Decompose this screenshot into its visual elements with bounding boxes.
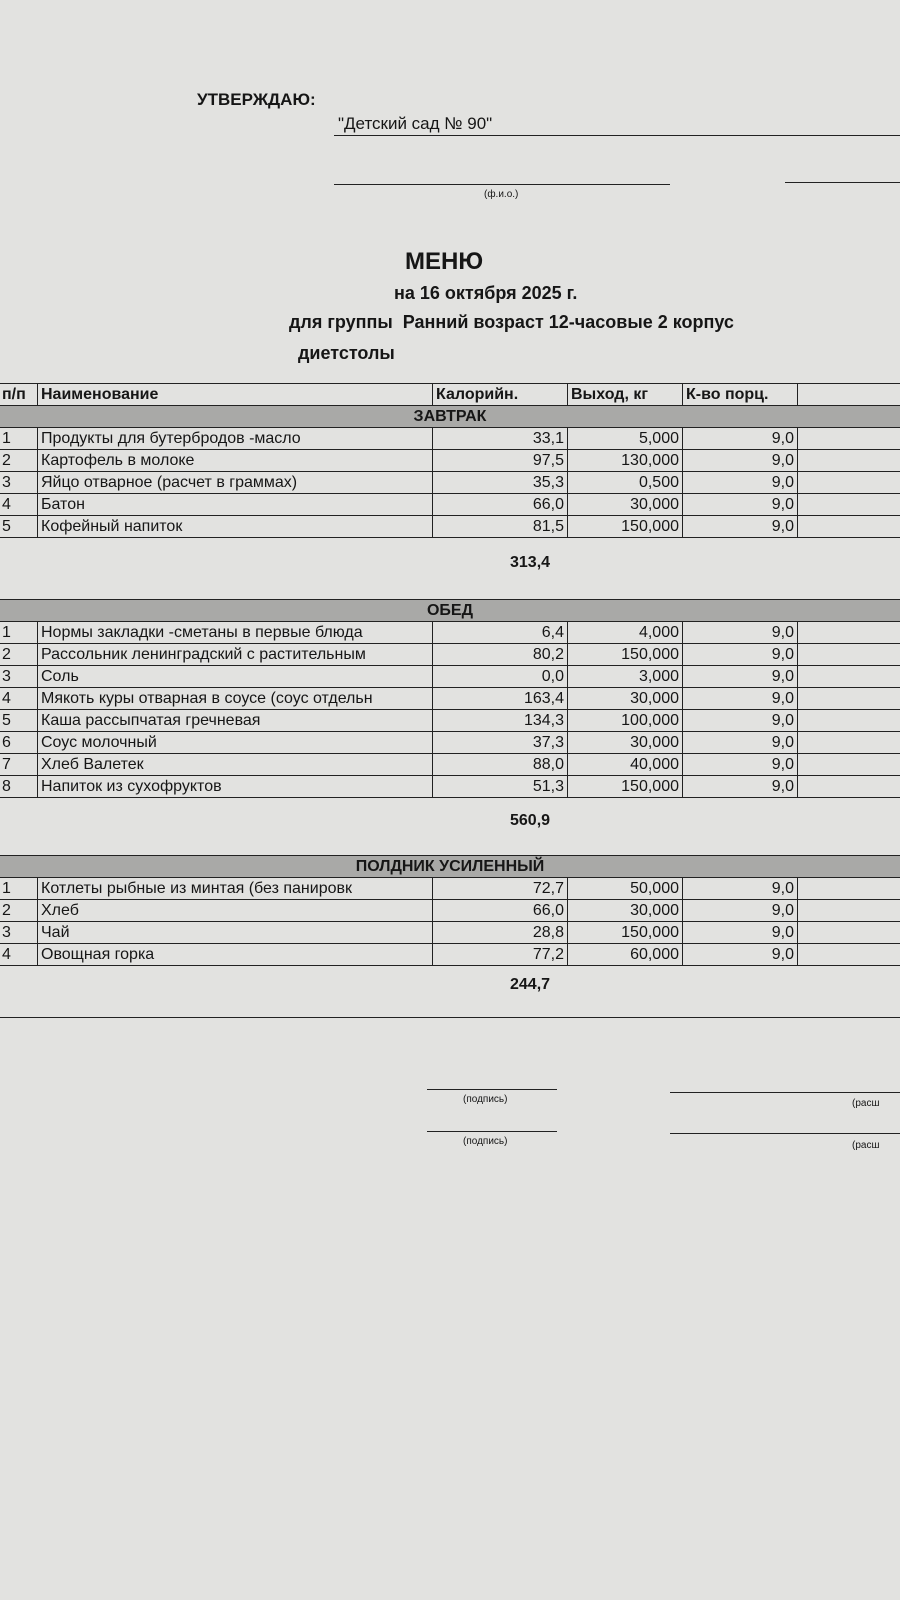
table-header-row — [0, 384, 900, 406]
decode-line-1 — [670, 1092, 900, 1093]
table-row — [0, 878, 900, 900]
table-row — [0, 688, 900, 710]
row-number: 2 — [0, 450, 38, 472]
extra-cell — [798, 494, 900, 516]
table-row — [0, 644, 900, 666]
decode-line-2 — [670, 1133, 900, 1134]
table-row — [0, 944, 900, 966]
item-name: Картофель в молоке — [38, 450, 433, 472]
menu-date: на 16 октября 2025 г. — [394, 283, 578, 303]
organization-underline — [334, 135, 900, 136]
fio-caption: (ф.и.о.) — [484, 189, 519, 200]
extra-cell — [798, 732, 900, 754]
calories: 72,7 — [433, 878, 568, 900]
extra-cell — [798, 776, 900, 798]
row-number: 4 — [0, 944, 38, 966]
calories: 35,3 — [433, 472, 568, 494]
page-title: МЕНЮ — [405, 248, 484, 275]
yield-kg: 60,000 — [568, 944, 683, 966]
signature-line-2 — [427, 1131, 557, 1132]
organization-name: "Детский сад № 90" — [338, 114, 493, 133]
total-snack: 244,7 — [510, 976, 551, 993]
decode-caption-2: (расш — [852, 1140, 880, 1151]
table-row — [0, 516, 900, 538]
table-bottom-rule — [0, 1017, 900, 1018]
calories: 51,3 — [433, 776, 568, 798]
portions: 9,0 — [683, 944, 798, 966]
yield-kg: 40,000 — [568, 754, 683, 776]
yield-kg: 150,000 — [568, 516, 683, 538]
calories: 66,0 — [433, 494, 568, 516]
portions: 9,0 — [683, 472, 798, 494]
extra-cell — [798, 754, 900, 776]
header-portions: К-во порц. — [683, 384, 798, 406]
extra-cell — [798, 688, 900, 710]
portions: 9,0 — [683, 688, 798, 710]
item-name: Соль — [38, 666, 433, 688]
yield-kg: 50,000 — [568, 878, 683, 900]
calories: 163,4 — [433, 688, 568, 710]
menu-diet: диетстолы — [298, 343, 395, 363]
yield-kg: 5,000 — [568, 428, 683, 450]
header-calories: Калорийн. — [433, 384, 568, 406]
table-row — [0, 450, 900, 472]
extra-cell — [798, 710, 900, 732]
header-yield: Выход, кг — [568, 384, 683, 406]
row-number: 4 — [0, 688, 38, 710]
item-name: Соус молочный — [38, 732, 433, 754]
item-name: Каша рассыпчатая гречневая — [38, 710, 433, 732]
row-number: 1 — [0, 622, 38, 644]
header-name: Наименование — [38, 384, 433, 406]
signature-caption-1: (подпись) — [463, 1094, 508, 1105]
total-lunch: 560,9 — [510, 812, 551, 829]
yield-kg: 4,000 — [568, 622, 683, 644]
calories: 134,3 — [433, 710, 568, 732]
portions: 9,0 — [683, 732, 798, 754]
row-number: 5 — [0, 516, 38, 538]
portions: 9,0 — [683, 644, 798, 666]
row-number: 7 — [0, 754, 38, 776]
calories: 88,0 — [433, 754, 568, 776]
section-title: ОБЕД — [0, 600, 900, 622]
portions: 9,0 — [683, 666, 798, 688]
portions: 9,0 — [683, 710, 798, 732]
section-title: ПОЛДНИК УСИЛЕННЫЙ — [0, 856, 900, 878]
row-number: 3 — [0, 472, 38, 494]
extra-cell — [798, 472, 900, 494]
item-name: Продукты для бутербродов -масло — [38, 428, 433, 450]
item-name: Хлеб — [38, 900, 433, 922]
section-header-lunch — [0, 600, 900, 622]
menu-group: для группы Ранний возраст 12-часовые 2 корпус — [289, 312, 734, 332]
header-extra — [798, 384, 900, 406]
portions: 9,0 — [683, 776, 798, 798]
signature-line-1 — [427, 1089, 557, 1090]
menu-table-snack — [0, 855, 900, 966]
table-row — [0, 666, 900, 688]
calories: 97,5 — [433, 450, 568, 472]
calories: 81,5 — [433, 516, 568, 538]
row-number: 2 — [0, 900, 38, 922]
section-header-breakfast — [0, 406, 900, 428]
calories: 28,8 — [433, 922, 568, 944]
table-row — [0, 472, 900, 494]
table-row — [0, 922, 900, 944]
extra-cell — [798, 450, 900, 472]
table-row — [0, 754, 900, 776]
item-name: Батон — [38, 494, 433, 516]
extra-cell — [798, 428, 900, 450]
row-number: 3 — [0, 666, 38, 688]
item-name: Хлеб Валетек — [38, 754, 433, 776]
row-number: 3 — [0, 922, 38, 944]
decode-caption-1: (расш — [852, 1098, 880, 1109]
item-name: Нормы закладки -сметаны в первые блюда — [38, 622, 433, 644]
extra-cell — [798, 944, 900, 966]
yield-kg: 150,000 — [568, 922, 683, 944]
row-number: 2 — [0, 644, 38, 666]
menu-table-breakfast — [0, 383, 900, 538]
yield-kg: 30,000 — [568, 688, 683, 710]
portions: 9,0 — [683, 922, 798, 944]
item-name: Яйцо отварное (расчет в граммах) — [38, 472, 433, 494]
row-number: 1 — [0, 428, 38, 450]
item-name: Кофейный напиток — [38, 516, 433, 538]
calories: 66,0 — [433, 900, 568, 922]
extra-cell — [798, 900, 900, 922]
table-row — [0, 900, 900, 922]
calories: 77,2 — [433, 944, 568, 966]
item-name: Чай — [38, 922, 433, 944]
portions: 9,0 — [683, 450, 798, 472]
signature-caption-2: (подпись) — [463, 1136, 508, 1147]
total-breakfast: 313,4 — [510, 554, 551, 571]
extra-cell — [798, 516, 900, 538]
yield-kg: 130,000 — [568, 450, 683, 472]
row-number: 6 — [0, 732, 38, 754]
extra-cell — [798, 644, 900, 666]
item-name: Котлеты рыбные из минтая (без панировк — [38, 878, 433, 900]
calories: 37,3 — [433, 732, 568, 754]
row-number: 8 — [0, 776, 38, 798]
portions: 9,0 — [683, 516, 798, 538]
table-row — [0, 428, 900, 450]
portions: 9,0 — [683, 878, 798, 900]
yield-kg: 30,000 — [568, 494, 683, 516]
signature-line-right — [785, 182, 900, 183]
row-number: 5 — [0, 710, 38, 732]
calories: 80,2 — [433, 644, 568, 666]
menu-table-lunch — [0, 599, 900, 798]
table-row — [0, 710, 900, 732]
item-name: Мякоть куры отварная в соусе (соус отдельн — [38, 688, 433, 710]
section-title: ЗАВТРАК — [0, 406, 900, 428]
portions: 9,0 — [683, 900, 798, 922]
yield-kg: 100,000 — [568, 710, 683, 732]
calories: 33,1 — [433, 428, 568, 450]
table-row — [0, 732, 900, 754]
extra-cell — [798, 878, 900, 900]
item-name: Овощная горка — [38, 944, 433, 966]
yield-kg: 150,000 — [568, 776, 683, 798]
calories: 6,4 — [433, 622, 568, 644]
row-number: 4 — [0, 494, 38, 516]
table-row — [0, 494, 900, 516]
row-number: 1 — [0, 878, 38, 900]
calories: 0,0 — [433, 666, 568, 688]
portions: 9,0 — [683, 494, 798, 516]
section-header-snack — [0, 856, 900, 878]
portions: 9,0 — [683, 428, 798, 450]
item-name: Рассольник ленинградский с растительным — [38, 644, 433, 666]
yield-kg: 0,500 — [568, 472, 683, 494]
yield-kg: 3,000 — [568, 666, 683, 688]
yield-kg: 150,000 — [568, 644, 683, 666]
item-name: Напиток из сухофруктов — [38, 776, 433, 798]
extra-cell — [798, 666, 900, 688]
header-num: п/п — [0, 384, 38, 406]
portions: 9,0 — [683, 622, 798, 644]
portions: 9,0 — [683, 754, 798, 776]
table-row — [0, 776, 900, 798]
extra-cell — [798, 622, 900, 644]
yield-kg: 30,000 — [568, 732, 683, 754]
yield-kg: 30,000 — [568, 900, 683, 922]
table-row — [0, 622, 900, 644]
fio-line — [334, 184, 670, 185]
extra-cell — [798, 922, 900, 944]
approval-label: УТВЕРЖДАЮ: — [197, 90, 316, 109]
